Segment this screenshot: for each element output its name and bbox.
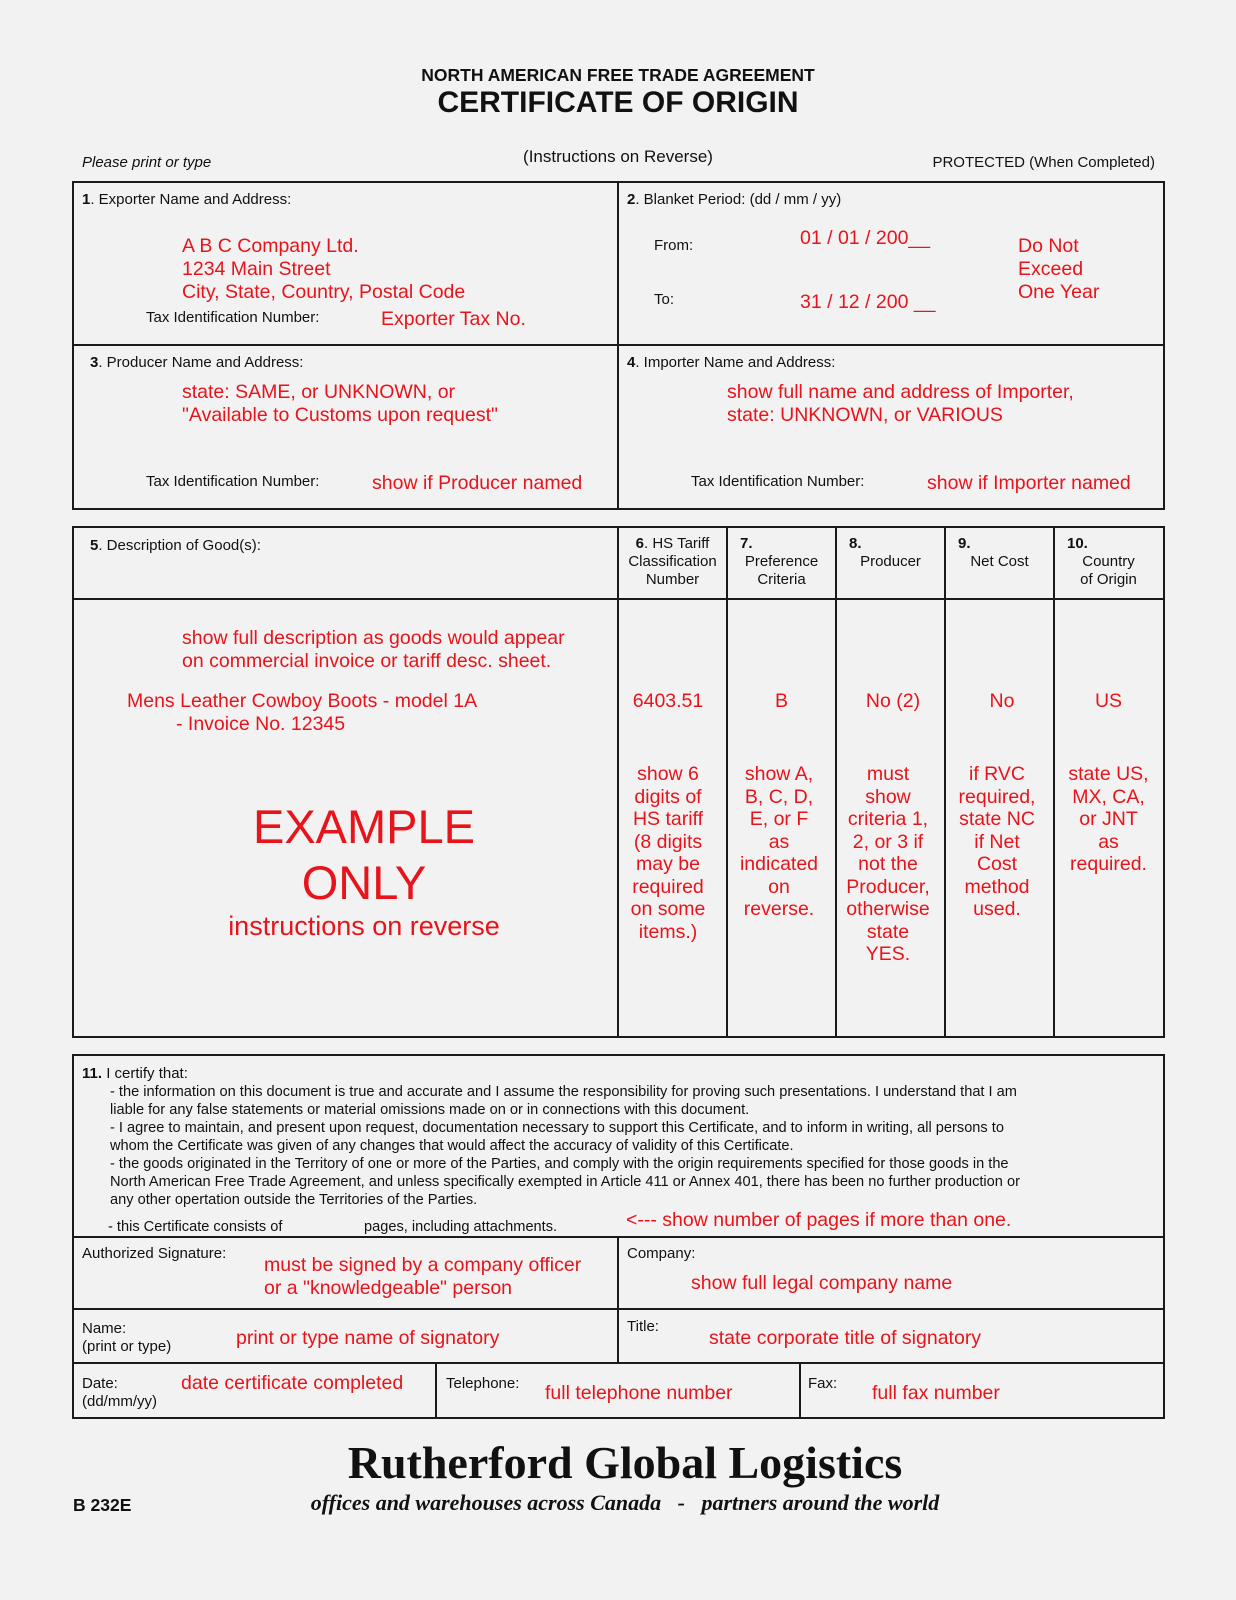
- importer-tax-label: Tax Identification Number:: [691, 473, 865, 490]
- producer-value[interactable]: No (2): [865, 690, 921, 712]
- producer-line-1[interactable]: state: SAME, or UNKNOWN, or: [182, 381, 456, 403]
- fax-note[interactable]: full fax number: [872, 1382, 1000, 1404]
- company-label: Company:: [627, 1245, 696, 1262]
- pages-count-field[interactable]: [306, 1216, 358, 1234]
- period-note-1: Do Not: [1018, 235, 1079, 257]
- company-logo-text: Rutherford Global Logistics: [347, 1437, 903, 1488]
- name-label: Name: (print or type): [82, 1320, 172, 1355]
- agreement-heading: NORTH AMERICAN FREE TRADE AGREEMENT: [421, 65, 815, 85]
- hs-note: show 6 digits of HS tariff (8 digits may be required on some items.): [630, 763, 706, 943]
- telephone-note[interactable]: full telephone number: [545, 1382, 733, 1404]
- fax-label: Fax:: [808, 1375, 838, 1392]
- description-header: 5. Description of Good(s):: [90, 537, 261, 554]
- example-stamp-1: EXAMPLE: [252, 800, 476, 853]
- producer-line-2[interactable]: "Available to Customs upon request": [182, 404, 498, 426]
- country-note: state US, MX, CA, or JNT as required.: [1068, 763, 1149, 875]
- title-note[interactable]: state corporate title of signatory: [709, 1327, 982, 1349]
- from-label: From:: [654, 237, 694, 254]
- hs-value[interactable]: 6403.51: [632, 690, 704, 712]
- title-label: Title:: [627, 1318, 659, 1335]
- goods-item-line-1[interactable]: Mens Leather Cowboy Boots - model 1A: [127, 690, 478, 712]
- to-date[interactable]: 31 / 12 / 200 __: [800, 291, 936, 313]
- date-note[interactable]: date certificate completed: [181, 1372, 404, 1394]
- example-stamp-3: instructions on reverse: [228, 911, 500, 941]
- example-stamp-2: ONLY: [301, 856, 427, 909]
- company-note[interactable]: show full legal company name: [691, 1272, 953, 1294]
- hs-tariff-header: 6. HS Tariff Classification Number: [628, 535, 717, 588]
- protected-note: PROTECTED (When Completed): [932, 154, 1155, 171]
- net-cost-note: if RVC required, state NC if Net Cost method used.: [958, 763, 1036, 920]
- signature-note-1[interactable]: must be signed by a company officer: [264, 1254, 582, 1276]
- period-note-3: One Year: [1018, 281, 1100, 303]
- producer-note: must show criteria 1, 2, or 3 if not the Producer, otherwise state YES.: [846, 763, 930, 965]
- pages-note: <--- show number of pages if more than one.: [626, 1209, 1012, 1231]
- goods-item-line-2[interactable]: - Invoice No. 12345: [176, 713, 346, 735]
- importer-label: 4. Importer Name and Address:: [627, 354, 836, 371]
- blanket-period-label: 2. Blanket Period: (dd / mm / yy): [627, 191, 842, 208]
- producer-label: 3. Producer Name and Address:: [90, 354, 304, 371]
- instructions-note: (Instructions on Reverse): [523, 147, 713, 166]
- producer-tax-value[interactable]: show if Producer named: [372, 472, 583, 494]
- net-cost-value[interactable]: No: [989, 690, 1015, 712]
- importer-tax-value[interactable]: show if Importer named: [927, 472, 1131, 494]
- date-label: Date: (dd/mm/yy): [82, 1375, 157, 1410]
- producer-header: 8. Producer: [849, 535, 921, 570]
- net-cost-header: 9. Net Cost: [958, 535, 1029, 570]
- exporter-tax-value[interactable]: Exporter Tax No.: [381, 308, 526, 330]
- signature-note-2[interactable]: or a "knowledgeable" person: [264, 1277, 513, 1299]
- description-note-2: on commercial invoice or tariff desc. sheet.: [182, 650, 552, 672]
- certify-text: - the information on this document is true and accurate and I assume the responsibility for proving such presentations. I understand that I am liable for any false statements or material omissions made on or in connections with this document. - I agree to maintain, and present upon request, documentation necessary to support this Certificate, and to inform in writing, all persons to whom the Certificate was given of any changes that would affect the accuracy of validity of this Certificate. - the goods originated in the Territory of one or more of the Parties, and comply with the origin requirements specified for those goods in the North American Free Trade Agreement, and unless specifically exempted in Article 411 or Annex 401, there has been no further production or any other opertation outside the Territories of the Parties.: [110, 1084, 1020, 1208]
- signature-label: Authorized Signature:: [82, 1245, 227, 1262]
- exporter-name[interactable]: A B C Company Ltd.: [182, 235, 359, 257]
- exporter-label: 1. Exporter Name and Address:: [82, 191, 292, 208]
- pages-label-a: - this Certificate consists of: [108, 1219, 283, 1235]
- exporter-tax-label: Tax Identification Number:: [146, 309, 320, 326]
- from-date[interactable]: 01 / 01 / 200__: [800, 227, 931, 249]
- certify-intro: 11. I certify that:: [82, 1065, 188, 1082]
- pages-label-b: pages, including attachments.: [364, 1219, 558, 1235]
- description-note-1: show full description as goods would appear: [182, 627, 565, 649]
- preference-note: show A, B, C, D, E, or F as indicated on reverse.: [739, 763, 819, 920]
- company-tagline: offices and warehouses across Canada - partners around the world: [310, 1490, 940, 1515]
- preference-header: 7. Preference Criteria: [740, 535, 819, 588]
- preference-value[interactable]: B: [774, 690, 788, 712]
- period-note-2: Exceed: [1018, 258, 1084, 280]
- producer-tax-label: Tax Identification Number:: [146, 473, 320, 490]
- importer-line-1[interactable]: show full name and address of Importer,: [727, 381, 1074, 403]
- exporter-street[interactable]: 1234 Main Street: [182, 258, 331, 280]
- exporter-city[interactable]: City, State, Country, Postal Code: [182, 281, 466, 303]
- name-note[interactable]: print or type name of signatory: [236, 1327, 500, 1349]
- country-value[interactable]: US: [1094, 690, 1123, 712]
- telephone-label: Telephone:: [446, 1375, 520, 1392]
- form-code: B 232E: [73, 1495, 132, 1515]
- page-title: CERTIFICATE OF ORIGIN: [437, 86, 799, 119]
- to-label: To:: [654, 291, 675, 308]
- country-header: 10. Country of Origin: [1067, 535, 1137, 588]
- importer-line-2[interactable]: state: UNKNOWN, or VARIOUS: [727, 404, 1003, 426]
- print-note: Please print or type: [82, 154, 212, 171]
